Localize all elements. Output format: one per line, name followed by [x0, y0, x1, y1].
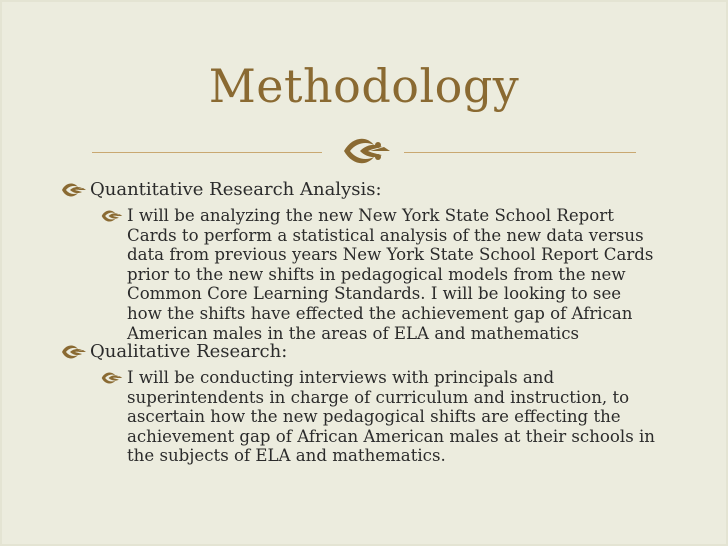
fleuron-bullet-icon [60, 343, 90, 361]
fleuron-bullet-icon [60, 181, 90, 199]
detail-line: superintendents in charge of curriculum and instruction, to [127, 387, 630, 407]
detail-text [127, 368, 667, 466]
title-rule-left [92, 152, 322, 153]
detail-line: American males in the areas of ELA and mathematics [127, 323, 580, 343]
fleuron-bullet-icon [100, 370, 126, 386]
slide-title: Methodology [208, 59, 520, 113]
detail-line: prior to the new shifts in pedagogical models from the new [127, 264, 626, 284]
detail-line: Cards to perform a statistical analysis of the new data versus [127, 225, 644, 245]
detail-line: data from previous years New York State School Report Cards [127, 245, 654, 265]
detail-text [127, 206, 667, 343]
detail-line: the subjects of ELA and mathematics. [127, 446, 446, 466]
title-rule-right [404, 152, 636, 153]
detail-line: Common Core Learning Standards. I will be looking to see [127, 284, 622, 304]
section-heading: Qualitative Research: [90, 341, 288, 362]
detail-line: ascertain how the new pedagogical shifts are effecting the [127, 407, 621, 427]
fleuron-ornament-icon [330, 133, 396, 169]
detail-line: achievement gap of African American males at their schools in [127, 426, 655, 446]
detail-line: how the shifts have effected the achievement gap of African [127, 303, 633, 323]
detail-line: I will be conducting interviews with principals and [127, 368, 555, 387]
detail-line: I will be analyzing the new New York State School Report [127, 206, 614, 225]
bullet-qualitative-heading [60, 340, 287, 364]
fleuron-bullet-icon [100, 208, 126, 224]
bullet-quantitative-heading [60, 178, 382, 202]
section-heading: Quantitative Research Analysis: [90, 179, 382, 200]
